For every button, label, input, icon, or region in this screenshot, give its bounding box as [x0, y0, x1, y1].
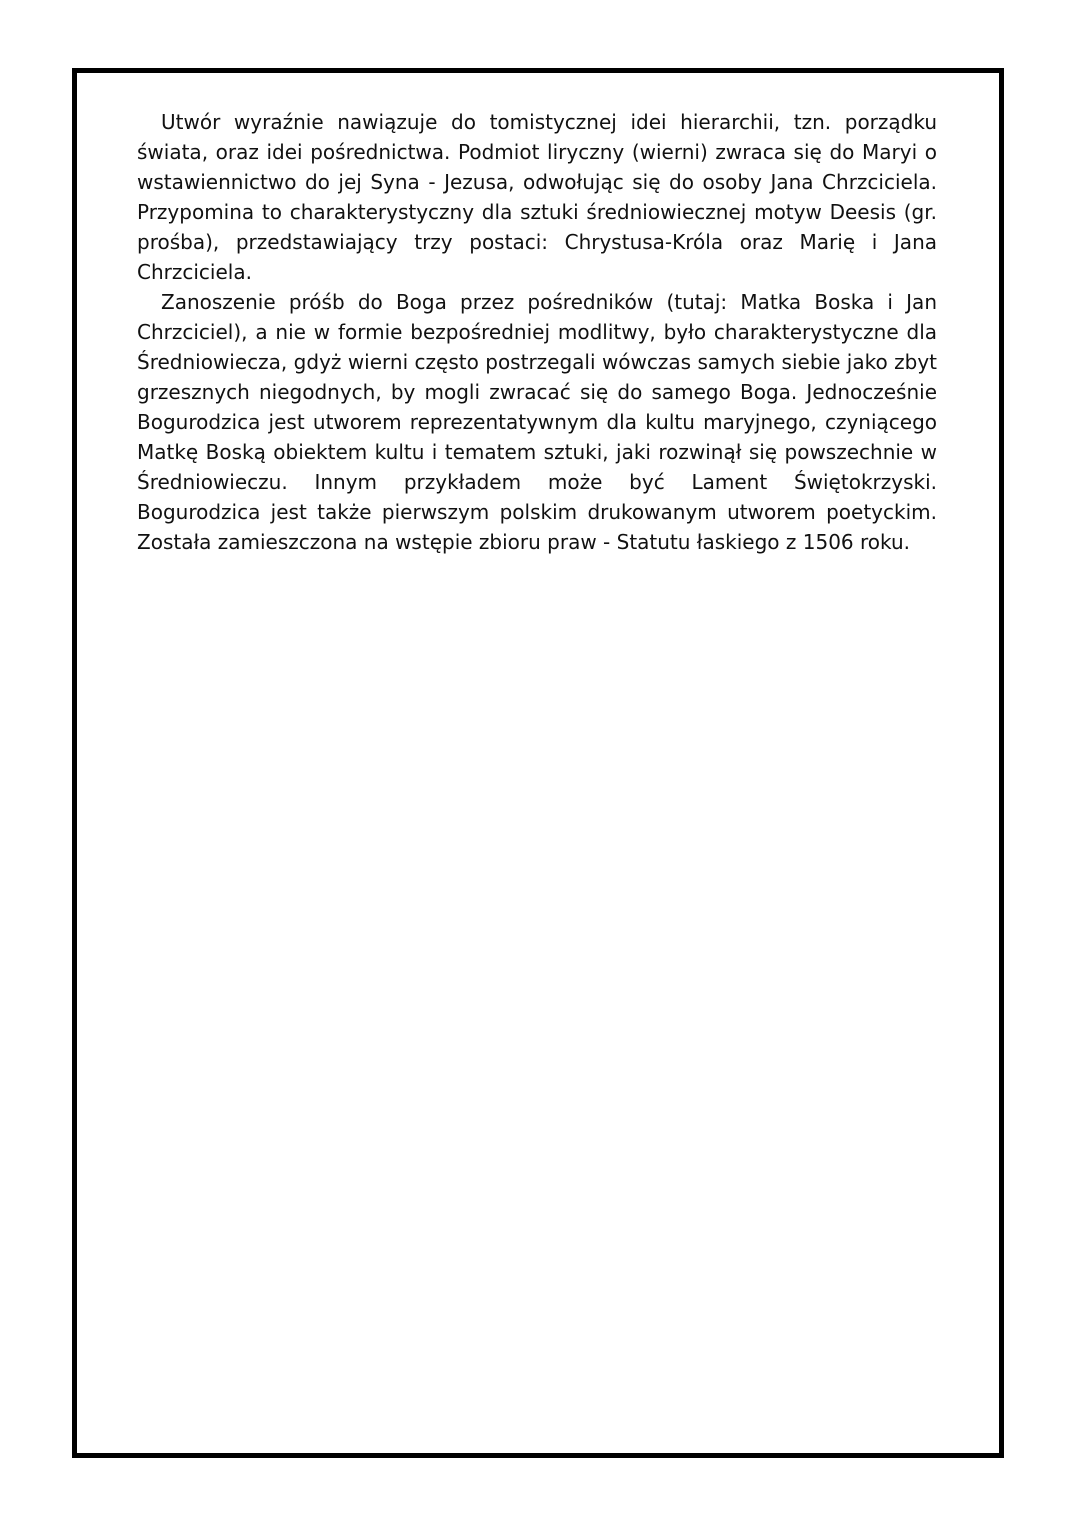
paragraph-2: Zanoszenie próśb do Boga przez pośredników (tutaj: Matka Boska i Jan Chrzciciel), a nie w formie bezpośredniej modlitwy, było charakterystyczne dla Średniowiecza, gdyż wierni często postrzegali wówczas samych siebie jako zbyt grzesznych niegodnych, by mogli zwracać się do samego Boga. Jednocześnie Bogurodzica jest utworem reprezentatywnym dla kultu maryjnego, czyniącego Matkę Boską obiektem kultu i tematem sztuki, jaki rozwinął się powszechnie w Średniowieczu. Innym przykładem może być Lament Świętokrzyski. Bogurodzica jest także pierwszym polskim drukowanym utworem poetyckim. Została zamieszczona na wstępie zbioru praw - Statutu łaskiego z 1506 roku.: [137, 290, 937, 554]
paragraph-1: Utwór wyraźnie nawiązuje do tomistycznej idei hierarchii, tzn. porządku świata, oraz idei pośrednictwa. Podmiot liryczny (wierni) zwraca się do Maryi o wstawiennictwo do jej Syna - Jezusa, odwołując się do osoby Jana Chrzciciela. Przypomina to charakterystyczny dla sztuki średniowiecznej motyw Deesis (gr. prośba), przedstawiający trzy postaci: Chrystusa-Króla oraz Marię i Jana Chrzciciela.: [137, 110, 937, 284]
text-block: [137, 107, 937, 557]
page-frame: [72, 68, 1004, 1458]
